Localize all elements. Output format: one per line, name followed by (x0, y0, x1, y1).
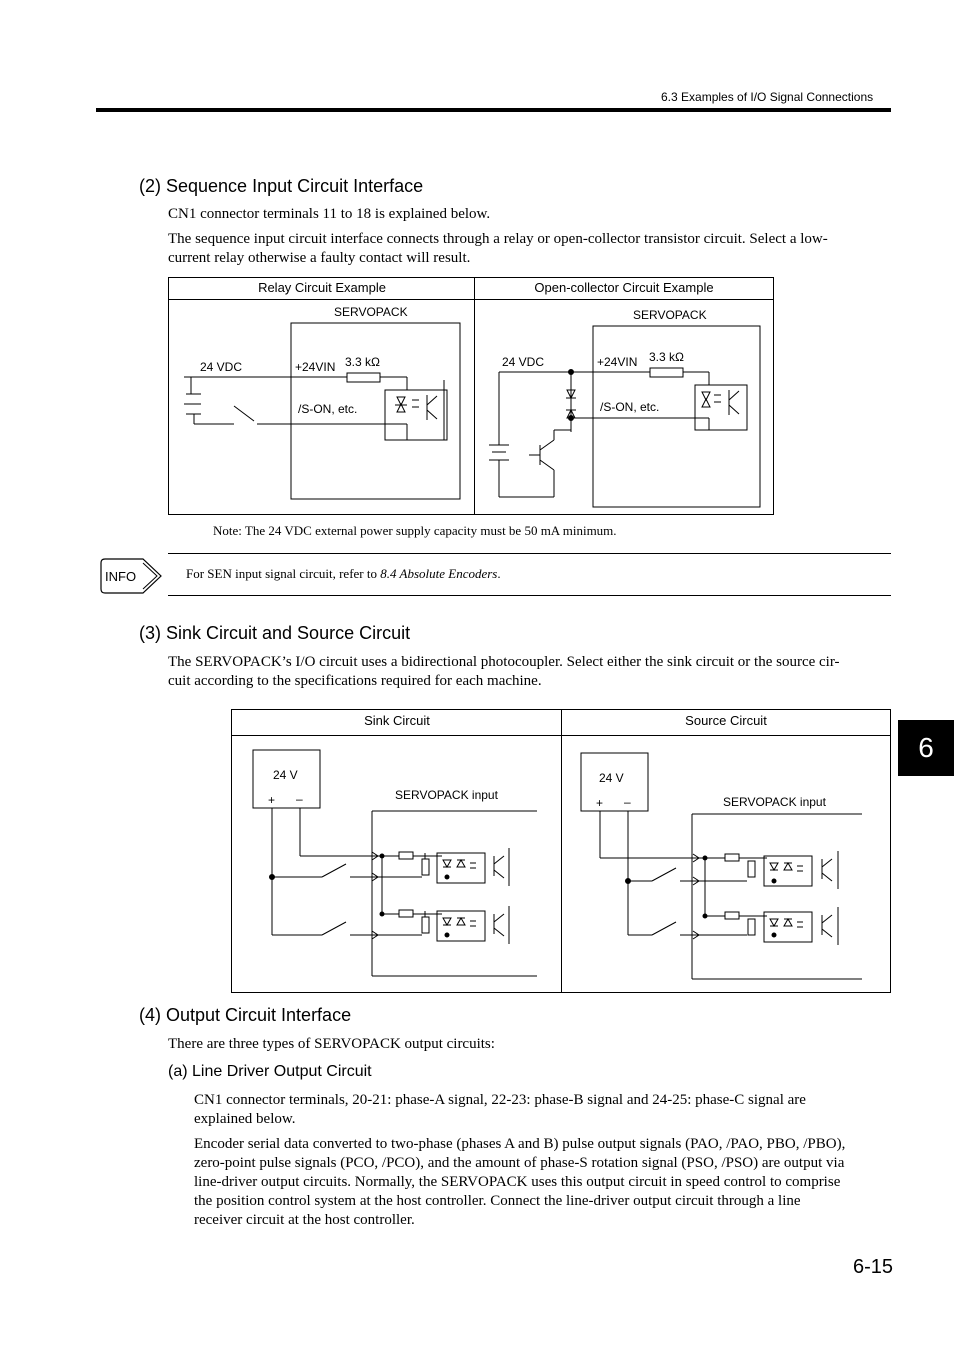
relay-resistor-label: 3.3 kΩ (345, 355, 380, 369)
source-supply-label: 24 V (599, 771, 624, 785)
relay-vin-label: +24VIN (295, 360, 336, 374)
paragraph: the position control system at the host controller. Connect the line-driver output circuit through a line (194, 1193, 801, 1209)
table-header-sink: Sink Circuit (232, 710, 562, 736)
page-number: 6-15 (853, 1256, 894, 1278)
running-header: 6.3 Examples of I/O Signal Connections (661, 90, 874, 104)
oc-servopack-label: SERVOPACK (633, 308, 707, 322)
oc-signal-label: /S-ON, etc. (600, 400, 660, 414)
info-reference: 8.4 Absolute Encoders (380, 566, 498, 581)
paragraph: CN1 connector terminals 11 to 18 is explained below. (168, 206, 491, 222)
section-heading-sequence-input: (2) Sequence Input Circuit Interface (139, 176, 424, 196)
oc-vin-label: +24VIN (597, 355, 638, 369)
paragraph: The SERVOPACK’s I/O circuit uses a bidirectional photocoupler. Select either the sink circuit or the source cir- (168, 654, 840, 670)
oc-supply-label: 24 VDC (502, 355, 545, 369)
source-plus-label: + (596, 796, 604, 810)
paragraph: receiver circuit at the host controller. (194, 1212, 415, 1228)
sequence-input-circuits (169, 300, 773, 514)
relay-signal-label: /S-ON, etc. (298, 402, 358, 416)
oc-resistor-label: 3.3 kΩ (649, 350, 684, 364)
sink-input-label: SERVOPACK input (395, 788, 498, 802)
info-badge: INFO (105, 569, 137, 584)
paragraph: Encoder serial data converted to two-phase (phases A and B) pulse output signals (PAO, /PAO, PBO, /PBO), (194, 1136, 846, 1152)
sink-minus-label: – (296, 792, 303, 806)
chapter-tab: 6 (898, 720, 954, 776)
subheading-line-driver: (a) Line Driver Output Circuit (168, 1063, 372, 1080)
info-bottom-rule (168, 595, 891, 596)
source-input-label: SERVOPACK input (723, 795, 826, 809)
paragraph: CN1 connector terminals, 20-21: phase-A signal, 22-23: phase-B signal and 24-25: phase-C signal are (194, 1092, 806, 1108)
sequence-input-table (168, 277, 774, 515)
sink-source-circuits (232, 736, 890, 992)
paragraph: line-driver output circuits. Normally, the SERVOPACK uses this output circuit in speed control to comprise (194, 1174, 841, 1190)
paragraph: explained below. (194, 1111, 296, 1127)
sink-plus-label: + (268, 793, 276, 807)
header-rule (96, 108, 891, 112)
table-header-source: Source Circuit (562, 710, 890, 736)
table-header-open-collector: Open-collector Circuit Example (475, 278, 773, 300)
info-top-rule (168, 553, 891, 554)
source-minus-label: – (624, 795, 631, 809)
table-header-relay: Relay Circuit Example (169, 278, 475, 300)
paragraph: zero-point pulse signals (PCO, /PCO), and the amount of phase-S rotation signal (PSO, /PSO) are output via (194, 1155, 845, 1171)
paragraph: current relay otherwise a faulty contact will result. (168, 250, 471, 266)
section-heading-output: (4) Output Circuit Interface (139, 1005, 352, 1025)
paragraph: cuit according to the specifications required for each machine. (168, 673, 542, 689)
relay-supply-label: 24 VDC (200, 360, 243, 374)
info-text: For SEN input signal circuit, refer to 8.4 Absolute Encoders. (186, 566, 501, 581)
paragraph: The sequence input circuit interface connects through a relay or open-collector transistor circuit. Select a low- (168, 231, 828, 247)
sink-supply-label: 24 V (273, 768, 298, 782)
table-note: Note: The 24 VDC external power supply capacity must be 50 mA minimum. (213, 523, 617, 538)
sink-source-table (231, 709, 891, 993)
relay-servopack-label: SERVOPACK (334, 305, 408, 319)
section-heading-sink-source: (3) Sink Circuit and Source Circuit (139, 623, 411, 643)
paragraph: There are three types of SERVOPACK output circuits: (168, 1036, 495, 1052)
